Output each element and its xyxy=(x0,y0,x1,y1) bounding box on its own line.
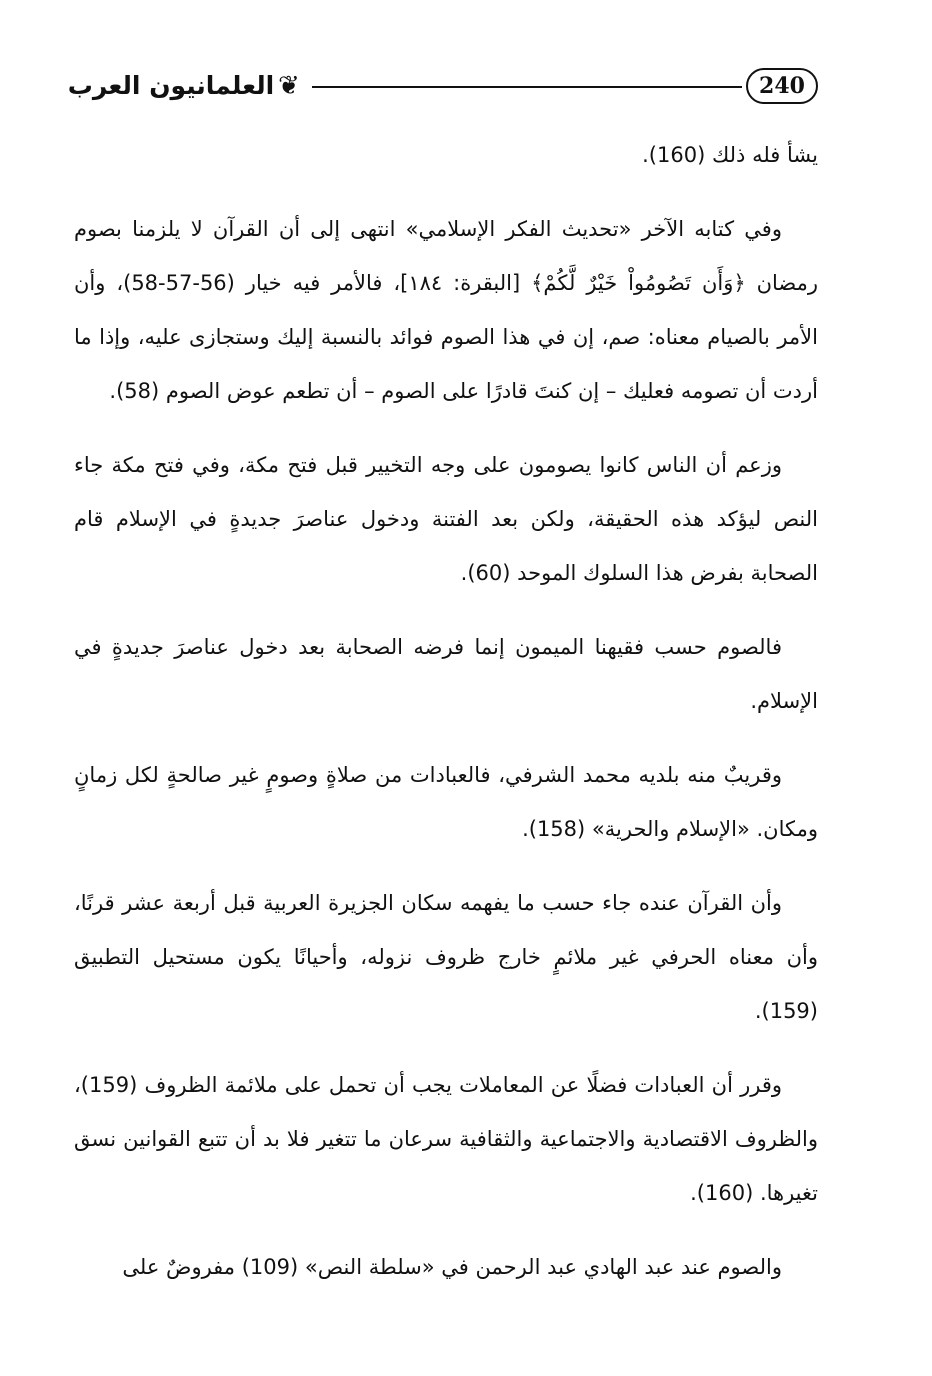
paragraph-2: وفي كتابه الآخر «تحديث الفكر الإسلامي» انتهى إلى أن القرآن لا يلزمنا بصوم رمضان ﴿وَأَن تَصُومُواْ خَيْرٌ لَّكُمْ﴾ [البقرة: ١٨٤]، فالأمر فيه خيار (56-57-58)، وأن الأمر بالصيام معناه: صم، إن في هذا الصوم فوائد بالنسبة إليك وستجازى عليه، وإذا ما أردت أن تصومه فعليك – إن كنتَ قادرًا على الصوم – أن تطعم عوض الصوم (58). xyxy=(74,217,819,403)
paragraph-4: فالصوم حسب فقيهنا الميمون إنما فرضه الصحابة بعد دخول عناصرَ جديدةٍ في الإسلام. xyxy=(74,635,818,713)
page-header xyxy=(66,66,818,112)
page-number: 240 xyxy=(746,68,818,104)
paragraph-5: وقريبٌ منه بلديه محمد الشرفي، فالعبادات من صلاةٍ وصومٍ غير صالحةٍ لكل زمانٍ ومكان. «الإسلام والحرية» (158). xyxy=(74,763,818,841)
header-rule xyxy=(312,86,742,88)
running-title: العلمانيون العرب xyxy=(67,71,275,100)
paragraph-1: يشأ فله ذلك (160). xyxy=(642,143,818,167)
page-body xyxy=(74,128,818,1314)
paragraph-3: وزعم أن الناس كانوا يصومون على وجه التخيير قبل فتح مكة، وفي فتح مكة جاء النص ليؤكد هذه الحقيقة، ولكن بعد الفتنة ودخول عناصرَ جديدةٍ في الإسلام قام الصحابة بفرض هذا السلوك الموحد (60). xyxy=(74,453,818,585)
ornament-icon: ❦ xyxy=(278,71,300,101)
paragraph-7: وقرر أن العبادات فضلًا عن المعاملات يجب أن تحمل على ملائمة الظروف (159)، والظروف الاقتصادية والاجتماعية والثقافية سرعان ما تتغير فلا بد أن تتبع القوانين نسق تغيرها. (160). xyxy=(74,1073,818,1205)
paragraph-6: وأن القرآن عنده جاء حسب ما يفهمه سكان الجزيرة العربية قبل أربعة عشر قرنًا، وأن معناه الحرفي غير ملائمٍ خارج ظروف نزوله، وأحيانًا يكون مستحيل التطبيق (159). xyxy=(74,891,818,1023)
paragraph-8: والصوم عند عبد الهادي عبد الرحمن في «سلطة النص» (109) مفروضٌ على xyxy=(122,1255,782,1279)
